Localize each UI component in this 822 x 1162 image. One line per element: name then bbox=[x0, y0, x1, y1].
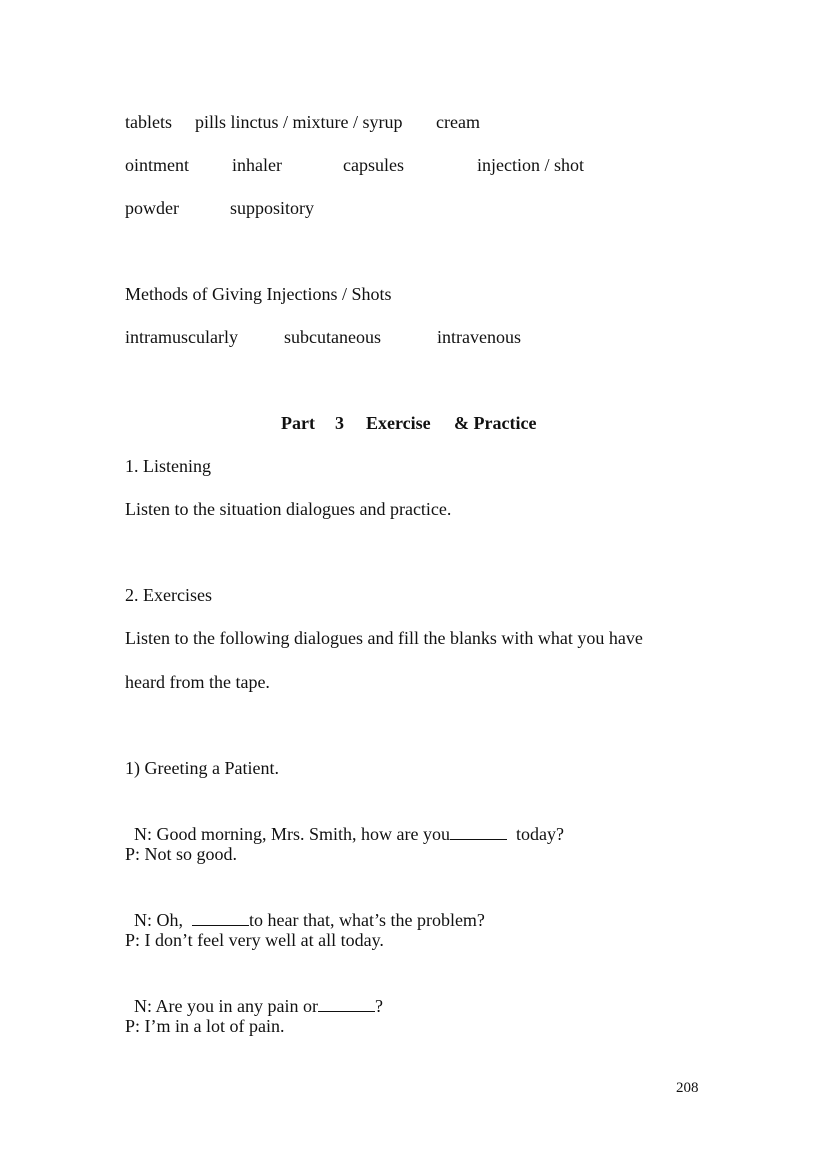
dialogue-text: today? bbox=[515, 824, 564, 844]
dialogue-text: N: Oh, bbox=[134, 910, 183, 930]
dialogue-text bbox=[183, 910, 192, 930]
method-item: intravenous bbox=[437, 327, 521, 347]
vocab-word: suppository bbox=[230, 198, 315, 218]
vocab-word: injection / shot bbox=[477, 155, 584, 175]
dialogue-line bbox=[125, 886, 485, 931]
dialogue-line: P: I’m in a lot of pain. bbox=[125, 1016, 285, 1036]
vocab-row-2 bbox=[125, 154, 725, 178]
heading-practice: & Practice bbox=[454, 413, 537, 433]
heading-number: 3 bbox=[335, 413, 344, 433]
heading-part: Part bbox=[281, 413, 315, 433]
exercises-instruction-line-1: Listen to the following dialogues and fill the blanks with what you have bbox=[125, 628, 643, 648]
dialogue-line bbox=[125, 972, 383, 1017]
page-number: 208 bbox=[676, 1080, 699, 1096]
vocab-word: powder bbox=[125, 198, 179, 218]
dialogue-text: N: Are you in any pain or bbox=[134, 996, 318, 1016]
dialogue-line: P: Not so good. bbox=[125, 844, 238, 864]
fill-blank[interactable] bbox=[318, 994, 375, 1012]
exercises-instruction-line-2: heard from the tape. bbox=[125, 672, 270, 692]
dialogue-line: P: I don’t feel very well at all today. bbox=[125, 930, 384, 950]
vocab-row-1 bbox=[125, 111, 725, 135]
dialogue-line bbox=[125, 800, 564, 845]
vocab-word: pills linctus / mixture / syrup bbox=[195, 112, 403, 132]
vocab-word: tablets bbox=[125, 112, 172, 132]
dialogue-text: to hear that, what’s the problem? bbox=[249, 910, 485, 930]
vocab-word: capsules bbox=[343, 155, 404, 175]
methods-title: Methods of Giving Injections / Shots bbox=[125, 284, 392, 304]
dialogue-title: 1) Greeting a Patient. bbox=[125, 758, 279, 778]
section-heading bbox=[0, 412, 822, 436]
fill-blank[interactable] bbox=[192, 908, 249, 926]
listening-text: Listen to the situation dialogues and practice. bbox=[125, 499, 452, 519]
vocab-word: cream bbox=[436, 112, 480, 132]
dialogue-text: N: Good morning, Mrs. Smith, how are you bbox=[134, 824, 450, 844]
vocab-word: ointment bbox=[125, 155, 189, 175]
methods-row bbox=[125, 326, 725, 350]
method-item: intramuscularly bbox=[125, 327, 238, 347]
listening-heading: 1. Listening bbox=[125, 456, 211, 476]
vocab-row-3 bbox=[125, 197, 725, 221]
fill-blank[interactable] bbox=[450, 822, 507, 840]
dialogue-text: ? bbox=[374, 996, 383, 1016]
method-item: subcutaneous bbox=[284, 327, 381, 347]
dialogue-text bbox=[507, 824, 516, 844]
heading-exercise: Exercise bbox=[366, 413, 431, 433]
exercises-heading: 2. Exercises bbox=[125, 585, 212, 605]
vocab-word: inhaler bbox=[232, 155, 282, 175]
